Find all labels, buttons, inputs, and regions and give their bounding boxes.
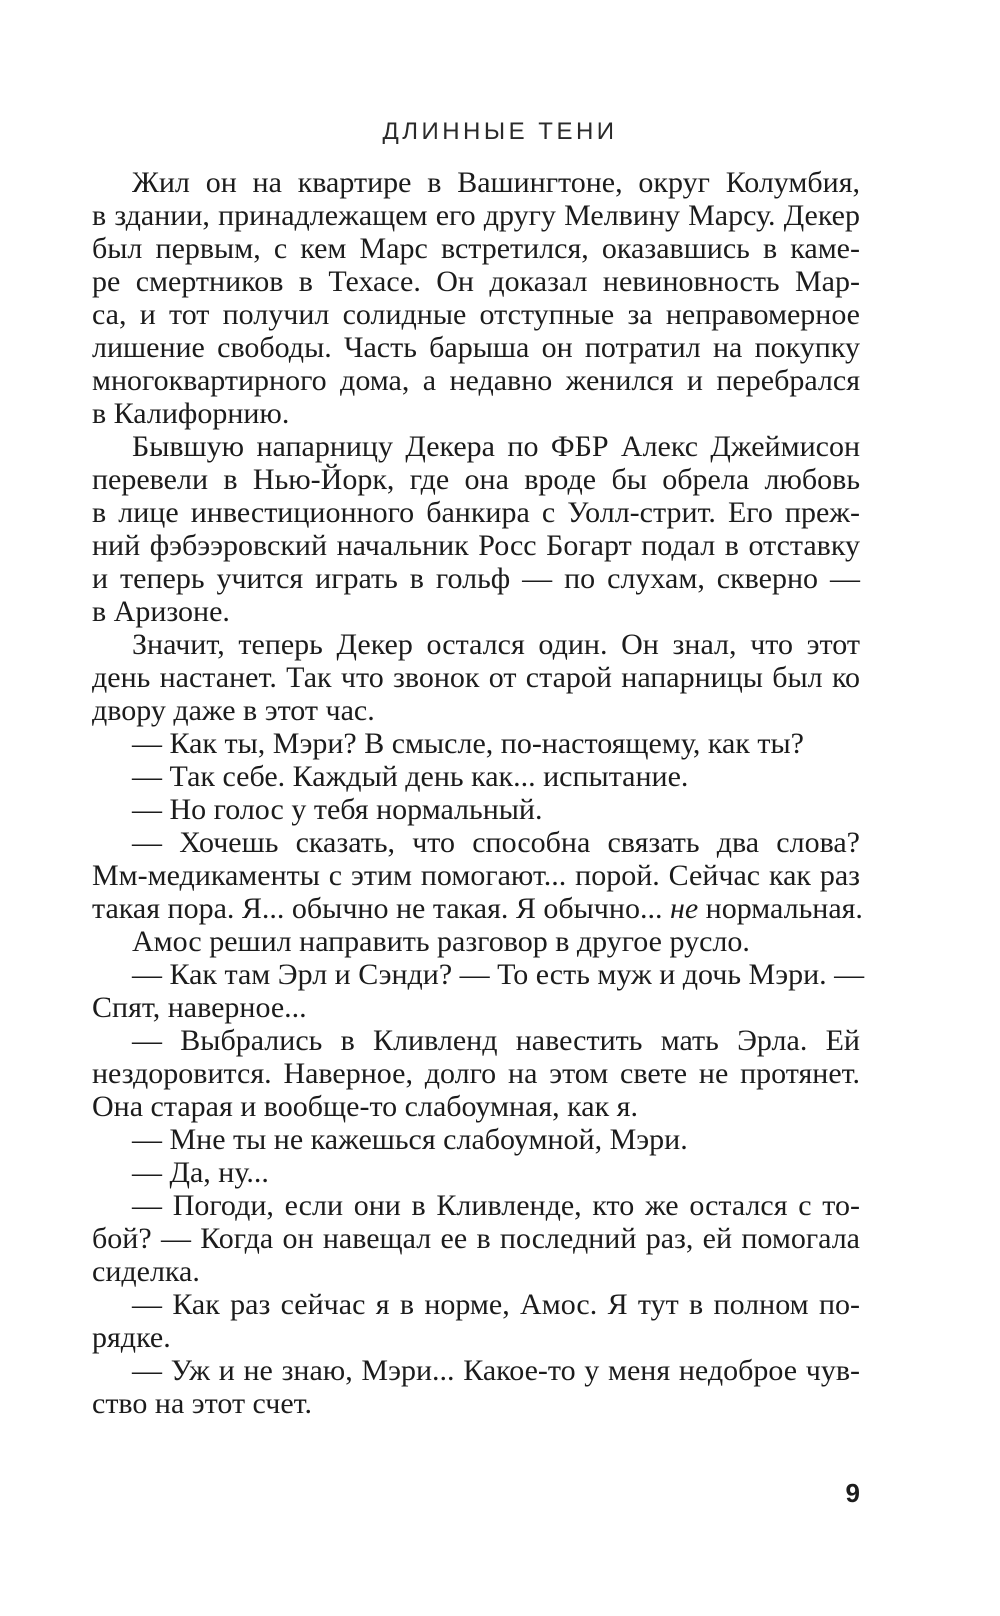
text-line: в Калифорнию. xyxy=(92,397,290,430)
text-line: — Уж и не знаю, Мэри... Какое-то у меня недоброе чув- xyxy=(132,1354,860,1387)
text-line: — Как там Эрл и Сэнди? — То есть муж и дочь Мэри. — xyxy=(132,958,865,991)
text-line: Амос решил направить разговор в другое русло. xyxy=(132,925,750,958)
text-line: са, и тот получил солидные отступные за неправомерное xyxy=(92,298,860,331)
text-line: Жил он на квартире в Вашингтоне, округ Колумбия, xyxy=(132,166,860,199)
text-line: бой? — Когда он навещал ее в последний раз, ей помогала xyxy=(92,1222,860,1255)
text-line: — Хочешь сказать, что способна связать два слова? xyxy=(132,826,860,859)
text-line: — Как раз сейчас я в норме, Амос. Я тут в полном по- xyxy=(132,1288,860,1321)
text-line: многоквартирного дома, а недавно женился и перебрался xyxy=(92,364,860,397)
text-segment: нормальная. xyxy=(705,892,863,925)
text-line: ре смертников в Техасе. Он доказал невиновность Мар- xyxy=(92,265,860,298)
text-line: лишение свободы. Часть барыша он потратил на покупку xyxy=(92,331,860,364)
text-line: в здании, принадлежащем его другу Мелвину Марсу. Декер xyxy=(92,199,860,232)
text-line: — Как ты, Мэри? В смысле, по-настоящему, как ты? xyxy=(132,727,804,760)
page-number: 9 xyxy=(845,1478,860,1508)
text-line: нездоровится. Наверное, долго на этом свете не протянет. xyxy=(92,1057,860,1090)
text-line xyxy=(92,892,863,925)
text-line: перевели в Нью-Йорк, где она вроде бы обрела любовь xyxy=(92,463,860,496)
text-line: — Выбрались в Кливленд навестить мать Эрла. Ей xyxy=(132,1024,860,1057)
text-line: Мм-медикаменты с этим помогают... порой. Сейчас как раз xyxy=(92,859,860,892)
text-line: — Погоди, если они в Кливленде, кто же остался с то- xyxy=(132,1189,860,1222)
text-line: в лице инвестиционного банкира с Уолл-стрит. Его преж- xyxy=(92,496,860,529)
text-line: — Мне ты не кажешься слабоумной, Мэри. xyxy=(132,1123,688,1156)
text-line: Она старая и вообще-то слабоумная, как я. xyxy=(92,1090,638,1123)
text-line: и теперь учится играть в гольф — по слухам, скверно — xyxy=(92,562,860,595)
text-line: рядке. xyxy=(92,1321,171,1354)
text-line: Спят, наверное... xyxy=(92,991,307,1024)
text-line: — Так себе. Каждый день как... испытание. xyxy=(132,760,689,793)
text-line: ство на этот счет. xyxy=(92,1387,313,1420)
text-line: Бывшую напарницу Декера по ФБР Алекс Джеймисон xyxy=(132,430,860,463)
text-line: в Аризоне. xyxy=(92,595,230,628)
running-head: ДЛИННЫЕ ТЕНИ xyxy=(382,118,618,145)
text-line: ний фэбээровский начальник Росс Богарт подал в отставку xyxy=(92,529,860,562)
text-line: Значит, теперь Декер остался один. Он знал, что этот xyxy=(132,628,860,661)
text-line: двору даже в этот час. xyxy=(92,694,375,727)
text-line: сиделка. xyxy=(92,1255,200,1288)
text-line: — Но голос у тебя нормальный. xyxy=(132,793,543,826)
emphasis-text: не xyxy=(669,892,699,925)
body-text xyxy=(92,166,865,1420)
text-line: день настанет. Так что звонок от старой напарницы был ко xyxy=(92,661,860,694)
text-segment: такая пора. Я... обычно не такая. Я обычно... xyxy=(92,892,663,925)
text-line: — Да, ну... xyxy=(132,1156,269,1189)
text-line: был первым, с кем Марс встретился, оказавшись в каме- xyxy=(92,232,860,265)
